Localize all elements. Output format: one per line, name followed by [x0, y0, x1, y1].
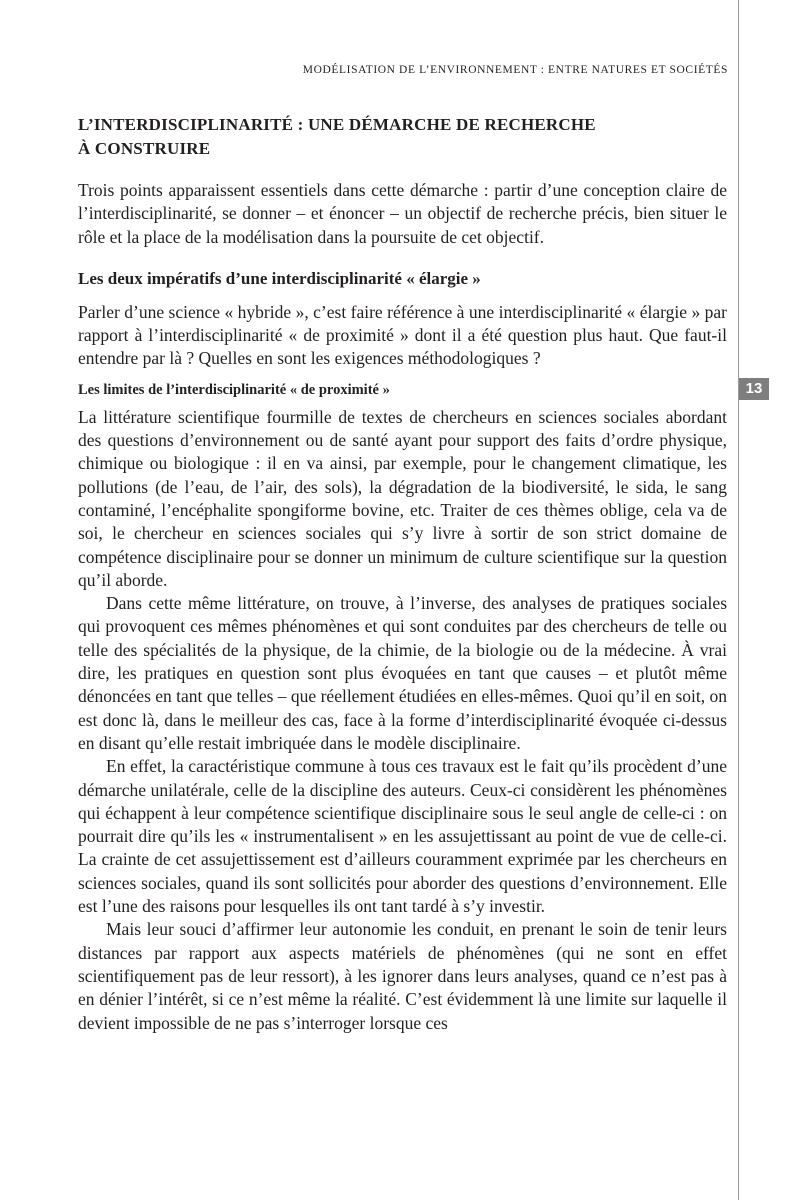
section-heading-line2: À CONSTRUIRE [78, 139, 211, 158]
page-content [78, 113, 727, 1035]
subsection-intro-paragraph: Parler d’une science « hybride », c’est faire référence à une interdisciplinarité « élargie » par rapport à l’interdisciplinarité « de proximité » dont il a été question plus haut. Que faut-il entendre par là ? Quelles en sont les exigences méthodologiques ? [78, 301, 727, 369]
body-paragraph-4: Mais leur souci d’affirmer leur autonomie les conduit, en prenant le soin de tenir leurs distances par rapport aux aspects matériels de phénomènes (qui ne sont en effet scientifiquement pas de leur ressort), à les ignorer dans leurs analyses, quand ce n’est pas à en dénier l’intérêt, si ce n’est même la réalité. C’est évidemment là une limite sur laquelle il devient impossible de ne pas s’interroger lorsque ces [78, 919, 727, 1033]
body-paragraph-1: La littérature scientifique fourmille de textes de chercheurs en sciences sociales abordant des questions d’environnement ou de santé ayant pour support des faits d’ordre physique, chimique ou biologique : il en va ainsi, par exemple, pour le changement climatique, les pollutions (de l’eau, de l’air, des sols), la dégradation de la biodiversité, le sida, le sang contaminé, l’encéphalite spongiforme bovine, etc. Traiter de ces thèmes oblige, cela va de soi, le chercheur en sciences sociales qui s’y livre à sortir de son strict domaine de compétence disciplinaire pour se donner un minimum de culture scientifique sur la question qu’il aborde. [78, 406, 727, 590]
body-paragraph-2: Dans cette même littérature, on trouve, à l’inverse, des analyses de pratiques sociales qui provoquent ces mêmes phénomènes et qui sont conduites par des chercheurs de telle ou telle des spécialités de la physique, de la chimie, de la biologie ou de la médecine. À vrai dire, les pratiques en question sont plus évoquées en tant que causes – et plutôt même dénoncées en tant que telles – que réellement étudiées en elles-mêmes. Quoi qu’il en soit, on est donc là, dans le meilleur des cas, face à la forme d’interdisciplinarité évoquée ci-dessus en disant qu’elle restait imbriquée dans le modèle disciplinaire. [78, 593, 727, 753]
page-edge-rule [738, 0, 739, 1200]
body-paragraph-3: En effet, la caractéristique commune à tous ces travaux est le fait qu’ils procèdent d’une démarche unilatérale, celle de la discipline des auteurs. Ceux-ci considèrent les phénomènes qui échappent à leur compétence scientifique disciplinaire sous le seul angle de celle-ci : on pourrait dire qu’ils les « instrumentalisent » en les assujettissant au point de vue de celle-ci. La crainte de cet assujettissement est d’ailleurs couramment exprimée par les chercheurs en sciences sociales, quand ils sont sollicités pour aborder des questions d’environnement. Elle est l’une des raisons pour lesquelles ils ont tant tardé à s’y investir. [78, 756, 727, 917]
section-heading-line1: L’INTERDISCIPLINARITÉ : UNE DÉMARCHE DE RECHERCHE [78, 115, 596, 134]
page-number: 13 [739, 378, 769, 400]
section-heading [78, 113, 727, 161]
subsection-heading: Les deux impératifs d’une interdisciplinarité « élargie » [78, 268, 481, 288]
section-intro-paragraph: Trois points apparaissent essentiels dans cette démarche : partir d’une conception claire de l’interdisciplinarité, se donner – et énoncer – un objectif de recherche précis, bien situer le rôle et la place de la modélisation dans la poursuite de cet objectif. [78, 180, 727, 247]
subsubsection-heading: Les limites de l’interdisciplinarité « de proximité » [78, 381, 390, 398]
running-header: MODÉLISATION DE L’ENVIRONNEMENT : ENTRE NATURES ET SOCIÉTÉS [302, 64, 728, 76]
